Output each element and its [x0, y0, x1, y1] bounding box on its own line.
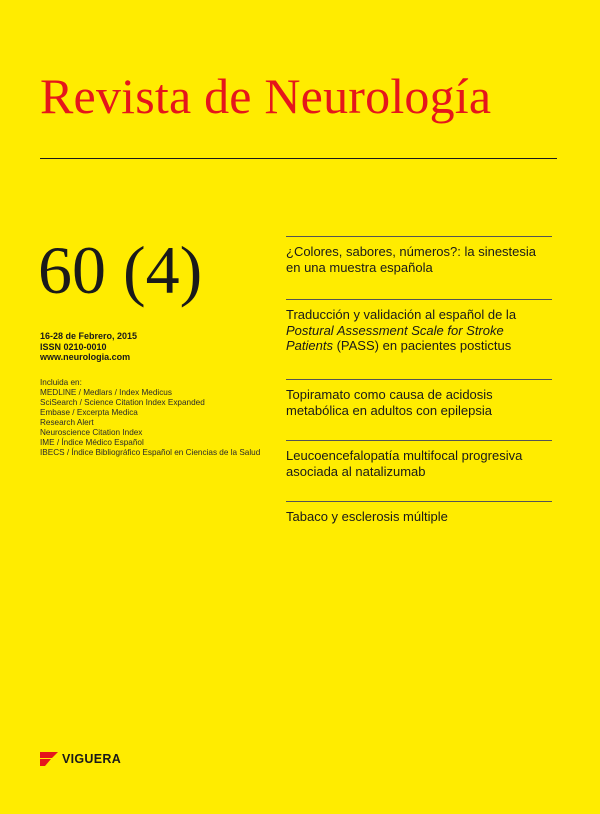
article-item[interactable]: [286, 299, 552, 379]
article-list: [286, 236, 552, 549]
article-title: Topiramato como causa de acidosis metabólica en adultos con epilepsia: [286, 387, 493, 418]
article-item[interactable]: [286, 379, 552, 440]
article-title: Tabaco y esclerosis múltiple: [286, 509, 448, 524]
issue-number: 60 (4): [38, 232, 203, 308]
issue-meta: [40, 331, 137, 363]
indexing-list: [40, 378, 260, 458]
publisher-brand[interactable]: [40, 752, 121, 766]
publisher-name: VIGUERA: [62, 752, 122, 766]
article-title: Leucoencefalopatía multifocal progresiva asociada al natalizumab: [286, 448, 523, 479]
title-divider: [40, 158, 557, 159]
article-title-start: Traducción y validación al español de la: [286, 307, 517, 322]
viguera-logo-icon: [40, 752, 58, 766]
indexing-entry: Neuroscience Citation Index: [40, 428, 143, 437]
indexing-entry: Embase / Excerpta Medica: [40, 408, 138, 417]
issue-dates: 16-28 de Febrero, 2015: [40, 331, 138, 341]
website-link[interactable]: www.neurologia.com: [40, 352, 131, 362]
article-title: ¿Colores, sabores, números?: la sinestesia en una muestra española: [286, 244, 537, 275]
indexing-entry: IBECS / Índice Bibliográfico Español en Ciencias de la Salud: [40, 448, 261, 457]
journal-title: Revista de Neurología: [40, 68, 492, 124]
indexing-heading: Incluida en:: [40, 378, 82, 387]
article-item[interactable]: [286, 440, 552, 501]
article-item[interactable]: [286, 236, 552, 299]
indexing-entry: MEDLINE / Medlars / Index Medicus: [40, 388, 172, 397]
indexing-entry: Research Alert: [40, 418, 94, 427]
indexing-entry: IME / Índice Médico Español: [40, 438, 144, 447]
issn: ISSN 0210-0010: [40, 341, 107, 352]
article-title-end: (PASS) en pacientes postictus: [332, 338, 512, 353]
indexing-entry: SciSearch / Science Citation Index Expanded: [40, 398, 205, 407]
article-item[interactable]: [286, 501, 552, 549]
article-title-italic: Postural Assessment Scale for Stroke Patients: [286, 322, 504, 353]
